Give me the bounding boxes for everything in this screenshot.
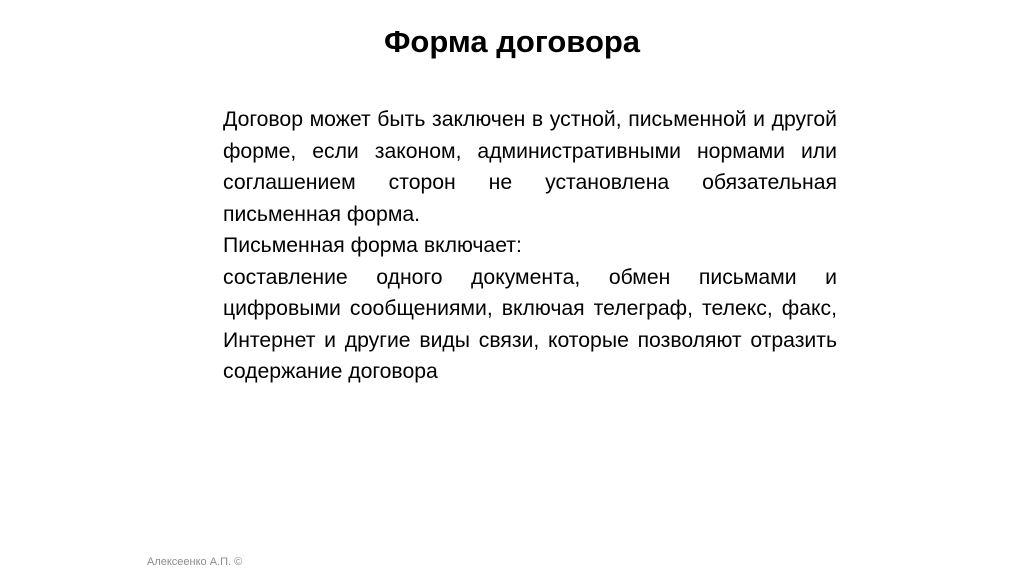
slide-title: Форма договора (383, 24, 641, 59)
author-footer: Алексеенко А.П. © (147, 556, 243, 568)
slide-body (223, 104, 837, 388)
paragraph-written-form-details: составление одного документа, обмен письмами и цифровыми сообщениями, включая телеграф, телекс, факс, Интернет и другие виды связи, которые позволяют отразить содержание договора (223, 265, 837, 383)
paragraph-contract-forms: Договор может быть заключен в устной, письменной и другой форме, если законом, административными нормами или соглашением сторон не установлена обязательная письменная форма. (223, 108, 837, 226)
paragraph-written-form-intro: Письменная форма включает: (223, 234, 522, 257)
